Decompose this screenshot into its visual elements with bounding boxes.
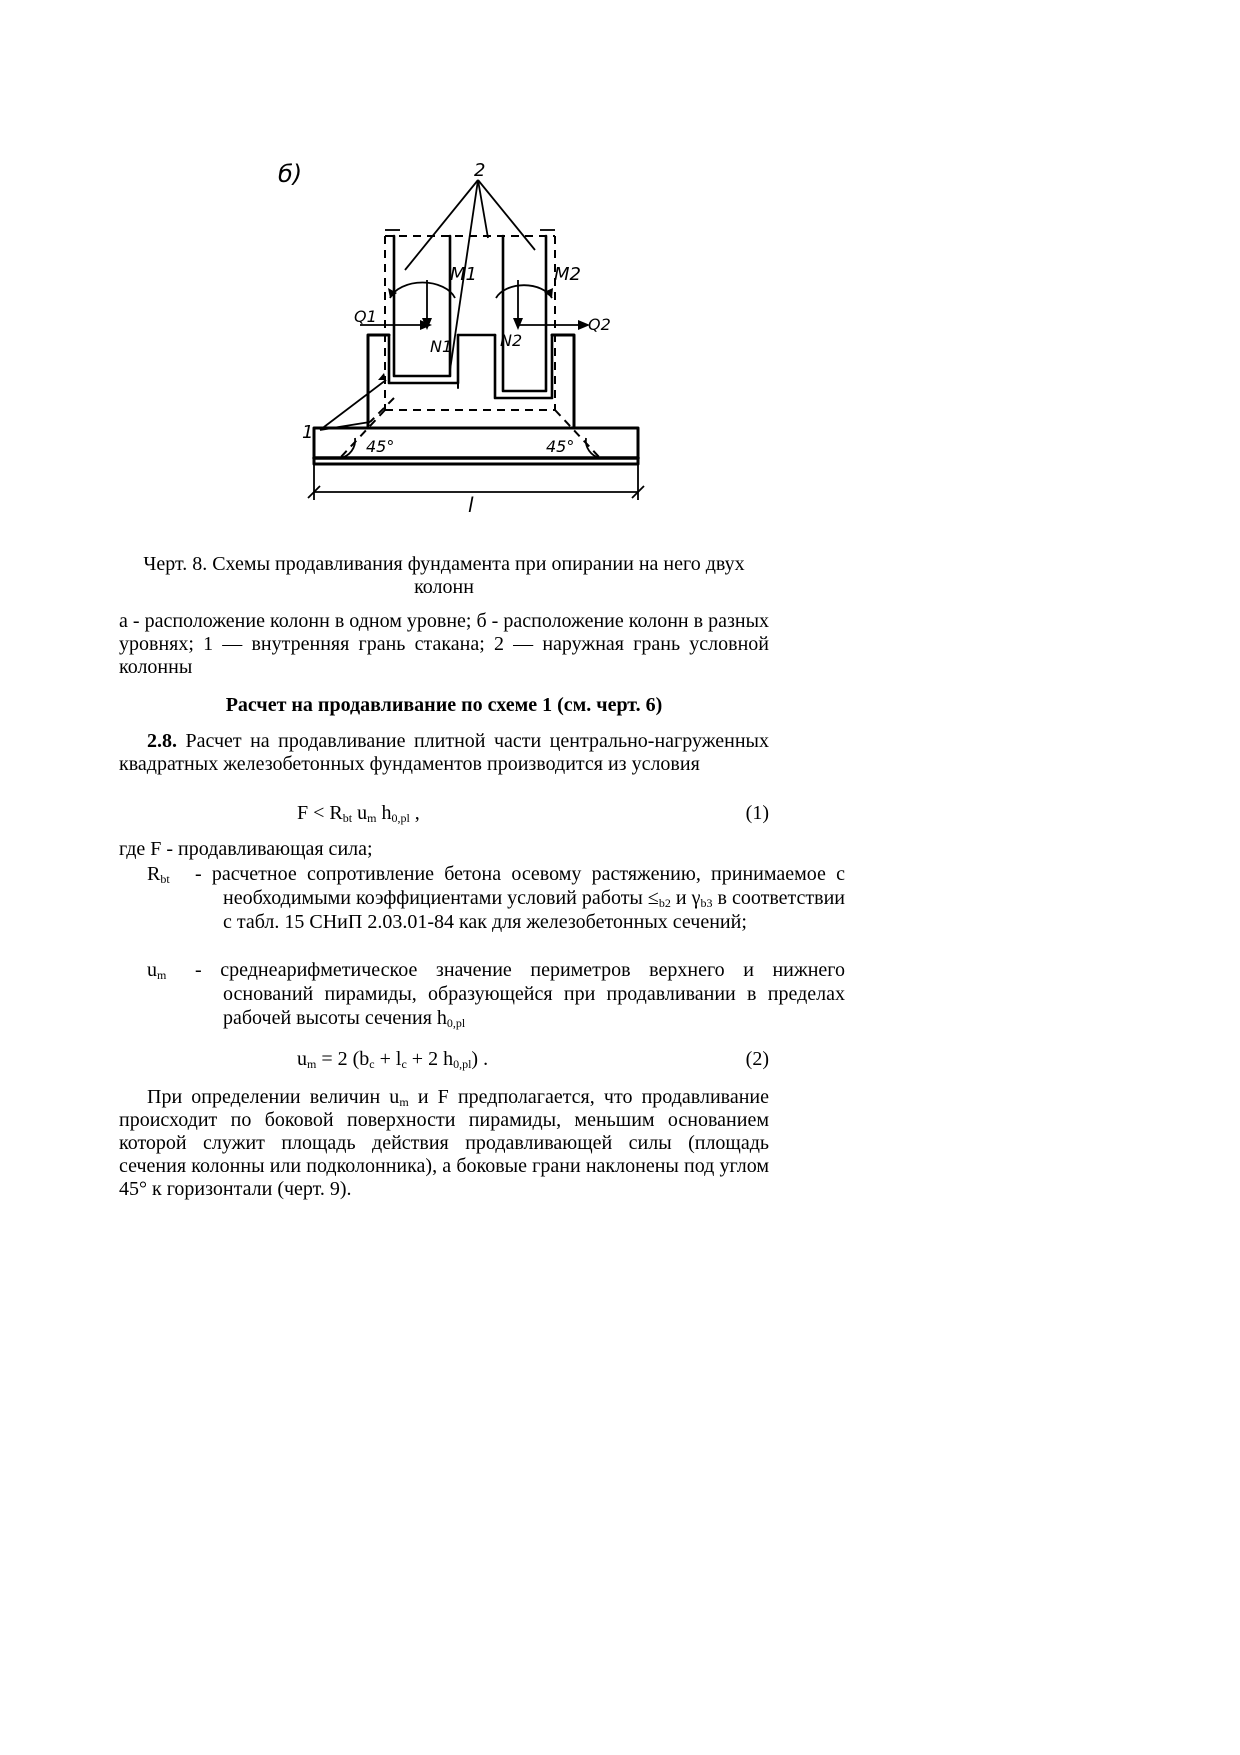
paragraph-2-8-text: Расчет на продавливание плитной части центрально-нагруженных квадратных железобетонных фундаментов производится из условия bbox=[119, 730, 769, 775]
callout-1-label: 1 bbox=[302, 422, 314, 443]
clause-number: 2.8. bbox=[147, 730, 177, 752]
where-line: где F - продавливающая сила; bbox=[119, 838, 373, 860]
shear-1-label: Q1 bbox=[354, 307, 377, 326]
figure-legend: а - расположение колонн в одном уровне; б - расположение колонн в разных уровнях; 1 — внутренняя грань стакана; 2 — наружная грань условной колонны bbox=[119, 610, 769, 678]
formula-2 bbox=[119, 1048, 769, 1072]
figure-caption: Черт. 8. Схемы продавливания фундамента при опирании на него двух колонн bbox=[143, 553, 745, 598]
angle-right-label: 45° bbox=[546, 437, 575, 456]
paragraph-assumption: При определении величин $u_m$ и F предполагается, что продавливание происходит по боковой поверхности пирамиды, меньшим основанием которой служит площадь действия продавливающей силы (площадь сечения колонны или подколонника), а боковые грани наклонены под углом 45° к горизонтали (черт. 9). bbox=[119, 1086, 769, 1200]
figure-drawing bbox=[278, 160, 680, 535]
formula-1-number: (1) bbox=[745, 802, 769, 824]
panel-label: б) bbox=[278, 160, 303, 188]
definition-rbt: $R_{bt}$ - расчетное сопротивление бетона осевому растяжению, принимаемое с необходимыми коэффициентами условий работы $\le_{b2}$ и $\gamma_{b3}$ в соответствии с табл. 15 СНиП 2.03.01-84 как для железобетонных сечений; bbox=[147, 863, 846, 933]
formula-1-expression: $F < R_{bt}$ $u_m$ $h_{0,pl}$ , bbox=[297, 802, 420, 825]
callout-2-label: 2 bbox=[474, 160, 486, 181]
axial-1-label: N1 bbox=[430, 337, 453, 356]
definition-um: $u_m$ - среднеарифметическое значение периметров верхнего и нижнего оснований пирамиды, образующейся при продавливании в пределах рабочей высоты сечения $h_{0,pl}$ bbox=[147, 959, 845, 1030]
angle-left-label: 45° bbox=[366, 437, 395, 456]
foundation-punching-figure bbox=[278, 160, 680, 535]
definition-rbt-symbol: $R_{bt}$ bbox=[147, 863, 170, 886]
moment-2-label: M2 bbox=[554, 264, 581, 285]
formula-2-expression: $u_m = 2$ ($b_c + l_c + 2$ $h_{0,pl}$) . bbox=[297, 1048, 489, 1071]
paragraph-2-8 bbox=[119, 730, 769, 776]
formula-2-number: (2) bbox=[745, 1048, 769, 1070]
moment-1-label: M1 bbox=[450, 264, 477, 285]
section-heading: Расчет на продавливание по схеме 1 (см. черт. 6) bbox=[225, 694, 663, 716]
axial-2-label: N2 bbox=[500, 331, 523, 350]
length-label: l bbox=[468, 493, 474, 517]
definition-um-symbol: $u_m$ bbox=[147, 959, 167, 982]
shear-2-label: Q2 bbox=[588, 315, 611, 334]
formula-1 bbox=[119, 802, 769, 826]
